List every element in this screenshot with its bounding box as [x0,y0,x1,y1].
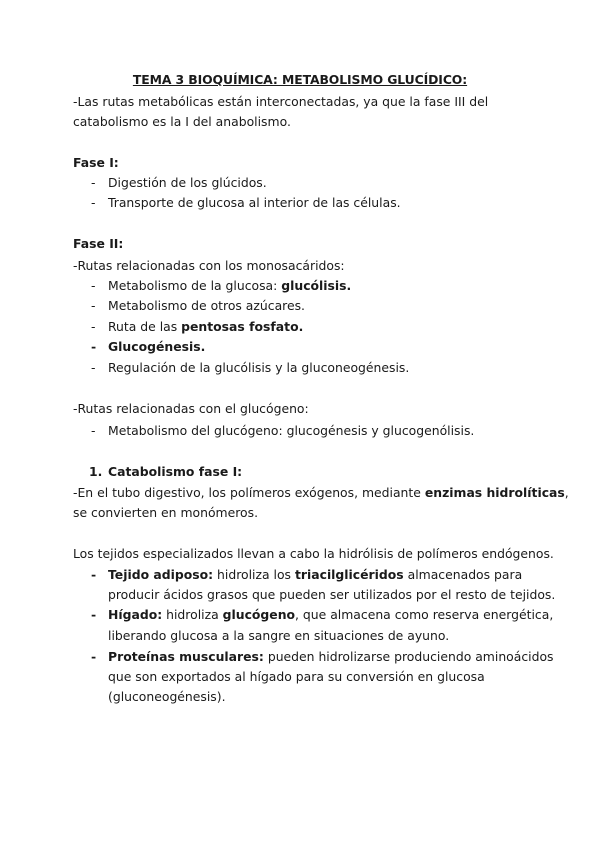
higado-line1 [108,605,553,625]
tejido-adiposo-text: hidroliza los [213,567,295,582]
dash-bullet: - [91,423,96,438]
section-number: 1. [89,464,103,479]
fase2-monos-intro: -Rutas relacionadas con los monosacáridos: [73,258,345,273]
proteinas-line1 [108,647,554,667]
proteinas-line2: que son exportados al hígado para su conversión en glucosa [108,669,485,684]
fase2-item-3 [108,317,303,337]
dash-bullet: - [91,319,96,334]
fase2-item-1 [108,276,351,296]
catabolismo-p2: Los tejidos especializados llevan a cabo la hidrólisis de polímeros endógenos. [73,546,554,561]
fase2-item-4: Glucogénesis. [108,339,206,354]
dash-bullet: - [91,298,96,313]
higado-label: Hígado: [108,607,163,622]
fase2-item-1-text: Metabolismo de la glucosa: [108,278,282,293]
fase1-item-2: Transporte de glucosa al interior de las células. [108,195,401,210]
catabolismo-p1-line2: se convierten en monómeros. [73,505,259,520]
catabolismo-heading: Catabolismo fase I: [108,464,243,479]
higado-bold: glucógeno [222,607,296,622]
tejido-adiposo-line2: producir ácidos grasos que pueden ser utilizados por el resto de tejidos. [108,587,556,602]
dash-bullet: - [91,360,96,375]
fase2-item-2: Metabolismo de otros azúcares. [108,298,305,313]
catabolismo-p1-line1 [73,483,569,503]
proteinas-line3: (gluconeogénesis). [108,689,226,704]
dash-bullet: - [91,607,97,622]
fase1-item-1: Digestión de los glúcidos. [108,175,267,190]
higado-text: hidroliza [162,607,223,622]
intro-line-2: catabolismo es la I del anabolismo. [73,114,291,129]
fase2-item-6: Metabolismo del glucógeno: glucogénesis y glucogenólisis. [108,423,475,438]
fase2-item-3-bold: pentosas fosfato. [181,319,304,334]
proteinas-text: pueden hidrolizarse produciendo aminoácidos [263,649,554,664]
fase1-heading: Fase I: [73,155,119,170]
catabolismo-p1-comma: , [564,485,569,500]
fase2-item-5: Regulación de la glucólisis y la gluconeogénesis. [108,360,410,375]
tejido-adiposo-line1 [108,565,522,585]
dash-bullet: - [91,195,96,210]
page-title: TEMA 3 BIOQUÍMICA: METABOLISMO GLUCÍDICO: [132,72,468,87]
fase2-heading: Fase II: [73,236,124,251]
higado-end: , que almacena como reserva energética, [295,607,554,622]
dash-bullet: - [91,278,96,293]
intro-line-1: -Las rutas metabólicas están interconectadas, ya que la fase III del [73,94,489,109]
dash-bullet: - [91,567,97,582]
catabolismo-p1-text: -En el tubo digestivo, los polímeros exógenos, mediante [73,485,425,500]
fase2-item-3-text: Ruta de las [108,319,182,334]
tejido-adiposo-label: Tejido adiposo: [108,567,214,582]
catabolismo-p1-bold: enzimas hidrolíticas [424,485,565,500]
dash-bullet: - [91,649,97,664]
fase2-gluc-intro: -Rutas relacionadas con el glucógeno: [73,401,309,416]
dash-bullet: - [91,339,97,354]
higado-line2: liberando glucosa a la sangre en situaciones de ayuno. [108,628,450,643]
fase2-item-1-bold: glucólisis. [281,278,352,293]
tejido-adiposo-end: almacenados para [403,567,523,582]
proteinas-label: Proteínas musculares: [108,649,264,664]
dash-bullet: - [91,175,96,190]
tejido-adiposo-bold: triacilglicéridos [294,567,404,582]
